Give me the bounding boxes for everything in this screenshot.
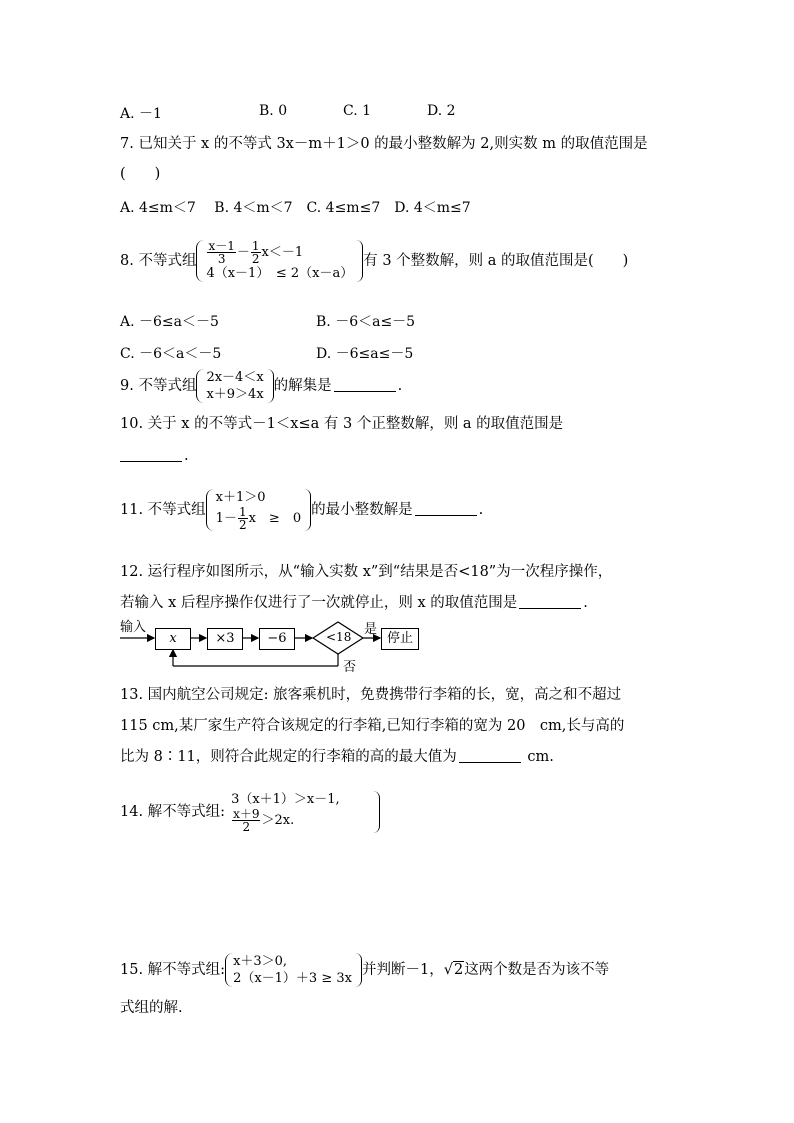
- q9-answer-blank[interactable]: [334, 377, 396, 392]
- q11-question: 11. 不等式组 x＋1＞0 1－ $\frac{1}{2}$ x ≥ 0 的最小整数解是 .: [120, 490, 484, 532]
- q7-line-2: ( ): [120, 166, 161, 182]
- q14-system: 3（x＋1）＞x－1, $\frac{x+9}{2}$ ＞2x.: [225, 791, 380, 833]
- sqrt-symbol: √: [443, 962, 453, 978]
- q9-suffix: 的解集是: [273, 378, 332, 394]
- q8-option-d: D. －6≤a≤－5: [316, 346, 414, 362]
- q14-prefix: 14. 解不等式组:: [120, 804, 226, 820]
- flow-no-label: 否: [343, 660, 357, 675]
- q9-system: 2x－4＜x x＋9＞4x: [196, 369, 273, 403]
- q8-option-a: A. －6≤a＜－5: [120, 314, 219, 330]
- q11-suffix: 的最小整数解是: [311, 502, 413, 518]
- flow-condition-label: <18: [326, 630, 352, 644]
- flow-stop-box: 停止: [381, 628, 419, 650]
- q13-answer-blank[interactable]: [459, 748, 521, 763]
- q11-system: x＋1＞0 1－ $\frac{1}{2}$ x ≥ 0: [206, 489, 311, 531]
- q8-question: [120, 234, 628, 288]
- flow-minus-box: −6: [259, 628, 295, 650]
- q15-line-2: 式组的解.: [120, 1000, 183, 1016]
- q15-question: 15. 解不等式组: x＋3＞0, 2（x－1）＋3 ≥ 3x 并判断－1，√2这两个数是否为该不等: [120, 954, 610, 986]
- q12-line-2: 若输入 x 后程序操作仅进行了一次就停止，则 x 的取值范围是 .: [120, 595, 588, 611]
- q8-suffix: 有 3 个整数解，则 a 的取值范围是( ): [363, 253, 629, 269]
- q7-line-1: 7. 已知关于 x 的不等式 3x－m＋1＞0 的最小整数解为 2,则实数 m 的取值范围是: [120, 136, 648, 152]
- q8-system: $\frac{x-1}{3}$ － $\frac{1}{2}$ x＜－1 4（x－1） ≤ 2（x－a）: [196, 240, 363, 282]
- q7-options: A. 4≤m＜7 B. 4＜m＜7 C. 4≤m≤7 D. 4＜m≤7: [120, 200, 471, 216]
- flow-yes-label: 是: [364, 622, 378, 637]
- q12-flowchart: [118, 616, 448, 675]
- q12-answer-blank[interactable]: [519, 594, 581, 609]
- q11-prefix: 11. 不等式组: [120, 502, 206, 518]
- q9-prefix: 9. 不等式组: [120, 378, 197, 394]
- q6-option-d: D. 2: [427, 103, 456, 119]
- q6-option-c: C. 1: [343, 103, 372, 119]
- flow-input-label: 输入: [120, 620, 147, 635]
- q8-prefix: 8. 不等式组: [120, 253, 197, 269]
- flow-multiply-box: ×3: [207, 628, 243, 650]
- q14-question: [120, 780, 380, 844]
- q10-line-2: .: [120, 446, 189, 466]
- q9-question: 9. 不等式组 2x－4＜x x＋9＞4x 的解集是 .: [120, 370, 403, 402]
- q12-line-1: 12. 运行程序如图所示，从“输入实数 x”到“结果是否<18”为一次程序操作，: [120, 564, 613, 580]
- sqrt-radicand: 2: [453, 962, 464, 978]
- q13-line-3: 比为 8∶11，则符合此规定的行李箱的高的最大值为 cm.: [120, 749, 554, 765]
- q11-answer-blank[interactable]: [415, 501, 477, 516]
- q8-option-c: C. －6＜a＜－5: [120, 346, 222, 362]
- q10-answer-blank[interactable]: [120, 447, 182, 462]
- q15-system: x＋3＞0, 2（x－1）＋3 ≥ 3x: [225, 953, 362, 987]
- q6-option-b: B. 0: [259, 103, 288, 119]
- q10-line-1: 10. 关于 x 的不等式－1＜x≤a 有 3 个正整数解，则 a 的取值范围是: [120, 416, 564, 432]
- q6-option-a: A. －1: [120, 106, 162, 122]
- q15-prefix: 15. 解不等式组:: [120, 962, 226, 978]
- q13-line-1: 13. 国内航空公司规定: 旅客乘机时，免费携带行李箱的长，宽，高之和不超过: [120, 687, 622, 703]
- q8-option-b: B. －6＜a≤－5: [316, 314, 416, 330]
- q13-line-2: 115 cm,某厂家生产符合该规定的行李箱,已知行李箱的宽为 20 cm,长与高的: [120, 718, 625, 734]
- flow-x-box: x: [155, 628, 191, 650]
